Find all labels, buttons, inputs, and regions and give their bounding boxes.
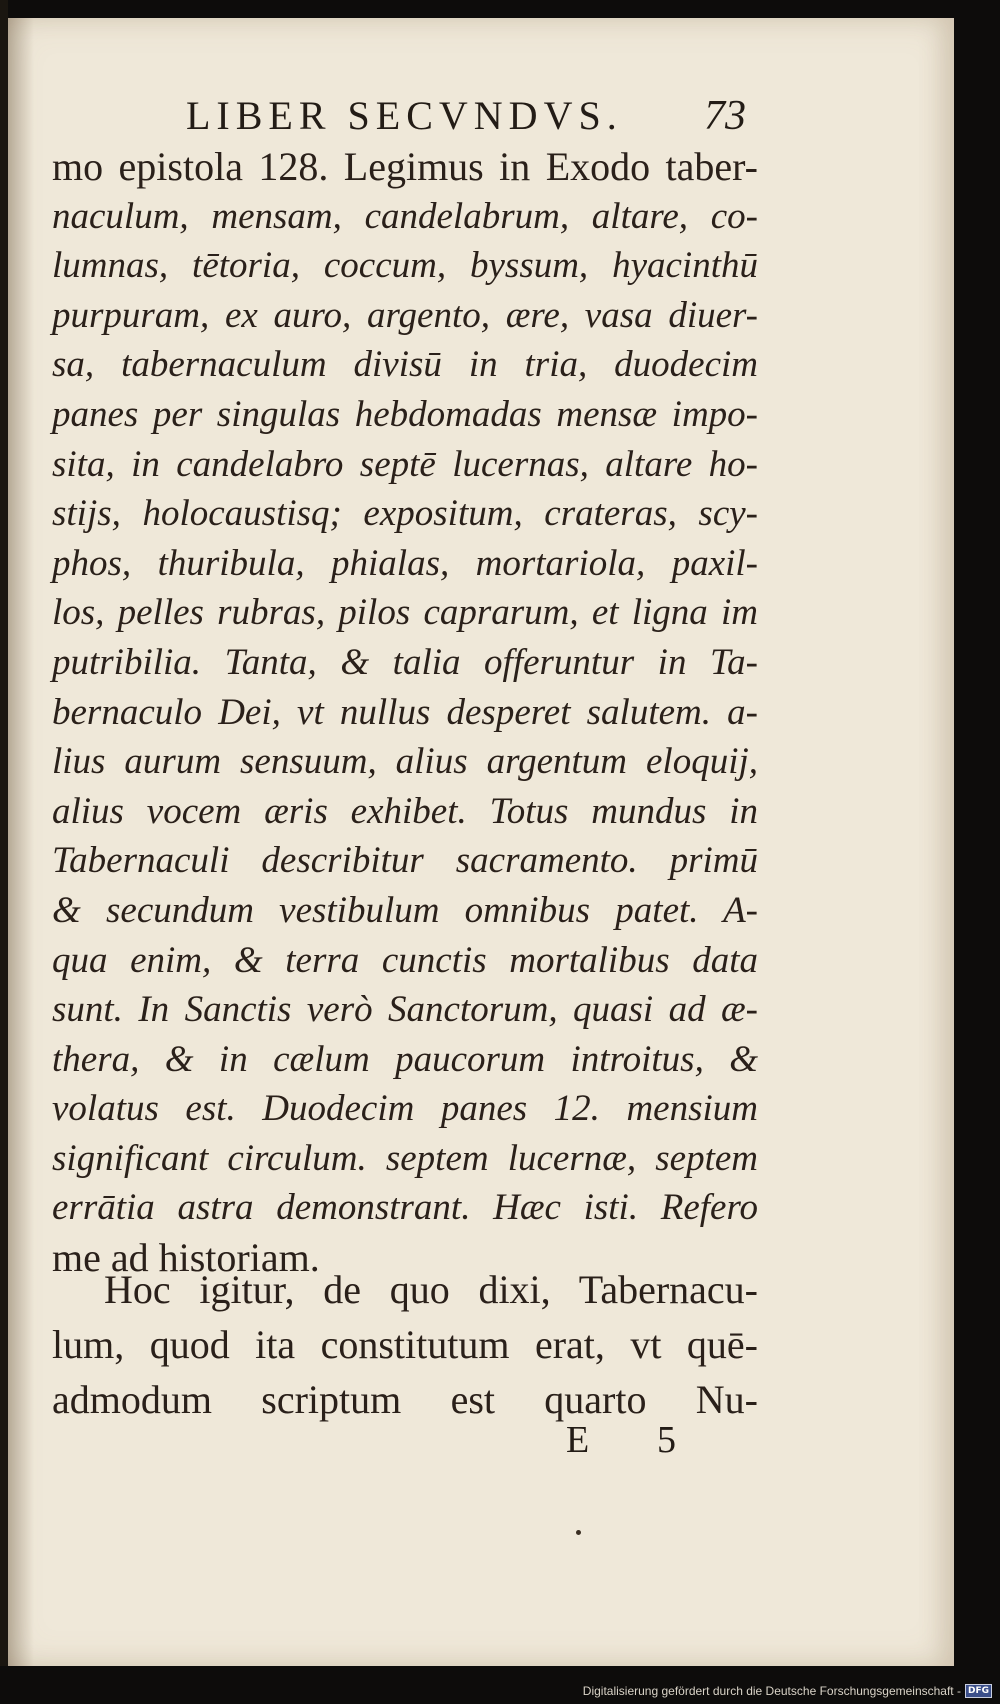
text-line: sita, in candelabro septē lucernas, altare ho-: [52, 443, 758, 485]
text-line: purpuram, ex auro, argento, ære, vasa diuer-: [52, 294, 758, 336]
text-line: phos, thuribula, phialas, mortariola, paxil-: [52, 542, 758, 584]
text-line: mo epistola 128. Legimus in Exodo taber-: [52, 144, 758, 189]
dfg-logo-icon: DFG: [965, 1684, 992, 1698]
digitization-credit: [583, 1682, 992, 1700]
text-line: lius aurum sensuum, alius argentum eloquij,: [52, 741, 758, 783]
ink-speck: [576, 1530, 581, 1535]
page-number: 73: [704, 93, 746, 139]
paragraph-two: [52, 1262, 758, 1427]
page-header: [186, 92, 746, 140]
text-line: errātia astra demonstrant. Hæc isti. Refero: [52, 1187, 758, 1229]
text-line: significant circulum. septem lucernæ, septem: [52, 1137, 758, 1179]
text-line: putribilia. Tanta, & talia offeruntur in Ta-: [52, 641, 758, 683]
text-line: alius vocem æris exhibet. Totus mundus in: [52, 790, 758, 832]
running-title: LIBER SECVNDVS.: [186, 93, 623, 138]
signature-number: 5: [657, 1419, 676, 1461]
page-gutter-shadow: [8, 18, 34, 1666]
text-line: lum, quod ita constitutum erat, vt quē-: [52, 1322, 758, 1367]
text-line: & secundum vestibulum omnibus patet. A-: [52, 889, 758, 931]
text-line: sa, tabernaculum divisū in tria, duodecim: [52, 344, 758, 386]
signature-letter: E: [566, 1419, 590, 1461]
text-line: thera, & in cælum paucorum introitus, &: [52, 1038, 758, 1080]
body-text: [52, 142, 758, 1283]
text-line: me ad historiam.: [52, 1235, 320, 1281]
text-line: qua enim, & terra cunctis mortalibus data: [52, 939, 758, 981]
text-line: stijs, holocaustisq; expositum, crateras, scy-: [52, 493, 758, 535]
text-line: lumnas, tētoria, coccum, byssum, hyacinthū: [52, 245, 758, 287]
text-line: bernaculo Dei, vt nullus desperet salutem. a-: [52, 691, 758, 733]
text-line: admodum scriptum est quarto Nu-: [52, 1377, 758, 1422]
credit-text: Digitalisierung gefördert durch die Deutsche Forschungsgemeinschaft -: [582, 1684, 961, 1698]
text-line: naculum, mensam, candelabrum, altare, co-: [52, 195, 758, 237]
text-line: Tabernaculi describitur sacramento. primū: [52, 840, 758, 882]
text-line: panes per singulas hebdomadas mensæ impo-: [52, 393, 758, 435]
text-line: volatus est. Duodecim panes 12. mensium: [52, 1088, 758, 1130]
text-line: sunt. In Sanctis verò Sanctorum, quasi ad æ-: [52, 989, 758, 1031]
book-spine: [0, 0, 8, 1704]
text-line: Hoc igitur, de quo dixi, Tabernacu-: [104, 1267, 758, 1312]
signature-mark: [566, 1418, 676, 1470]
text-line: los, pelles rubras, pilos caprarum, et ligna im: [52, 592, 758, 634]
